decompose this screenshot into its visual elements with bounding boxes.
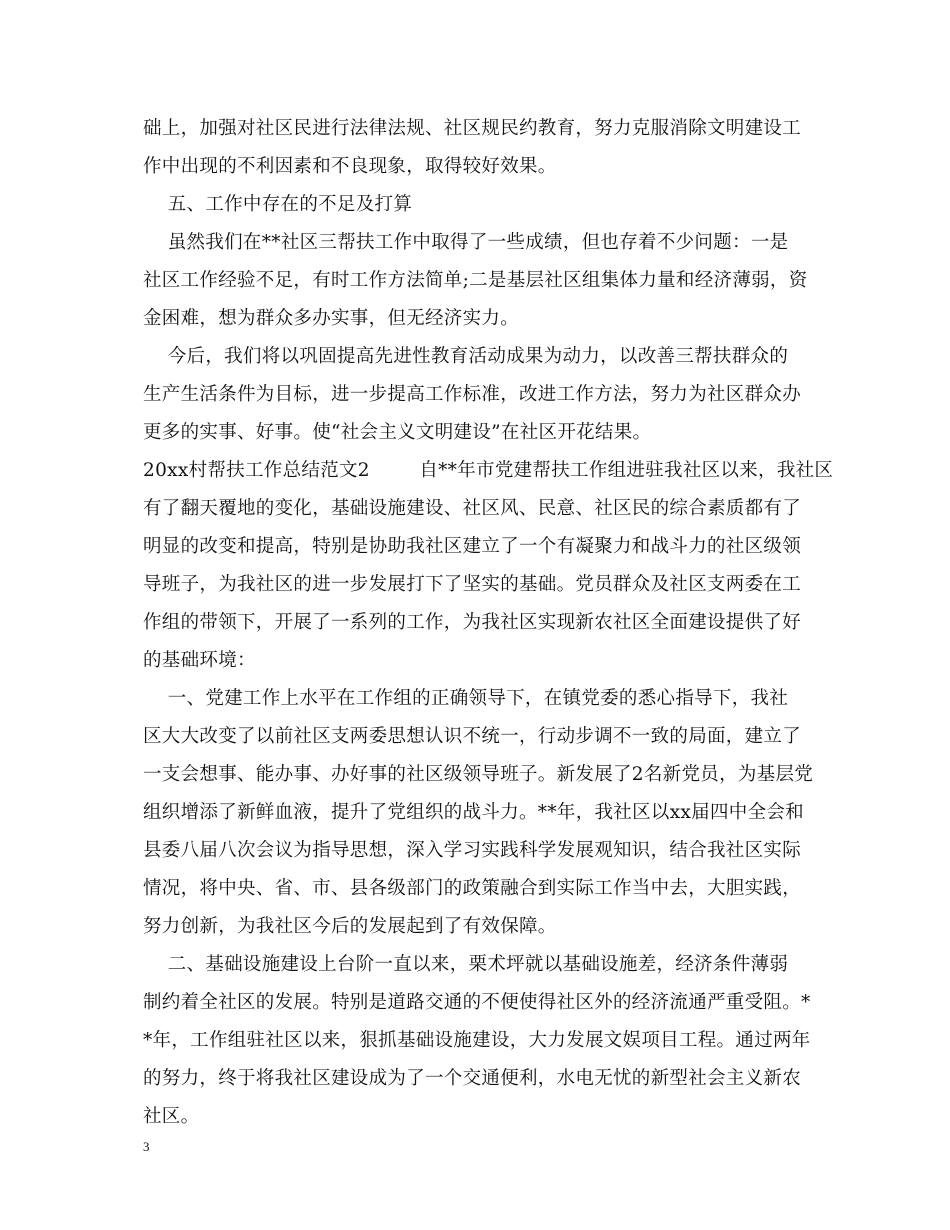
- article-title-line: 20xx村帮扶工作总结范文2 自**年市党建帮扶工作组进驻我社区以来，我社区: [143, 460, 834, 481]
- text-line: 制约着全社区的发展。特别是道路交通的不便使得社区外的经济流通严重受阻。*: [143, 992, 811, 1013]
- text-line: 今后，我们将以巩固提高先进性教育活动成果为动力，以改善三帮扶群众的: [143, 346, 789, 367]
- text-line: 导班子，为我社区的进一步发展打下了坚实的基础。党员群众及社区支两委在工: [143, 574, 802, 595]
- text-line: 社区。: [143, 1106, 200, 1127]
- text-line: 明显的改变和提高，特别是协助我社区建立了一个有凝聚力和战斗力的社区级领: [143, 536, 802, 557]
- text-line: 虽然我们在**社区三帮扶工作中取得了一些成绩，但也存着不少问题：一是: [143, 232, 789, 253]
- text-line: *年，工作组驻社区以来，狠抓基础设施建设，大力发展文娱项目工程。通过两年: [143, 1030, 811, 1051]
- text-line: 更多的实事、好事。使“社会主义文明建设”在社区开花结果。: [143, 422, 652, 443]
- text-line: 作中出现的不利因素和不良现象，取得较好效果。: [143, 156, 557, 177]
- page-number: 3: [143, 1139, 150, 1154]
- text-line: 社区工作经验不足，有时工作方法简单;二是基层社区组集体力量和经济薄弱，资: [143, 270, 808, 291]
- text-line: 作组的带领下，开展了一系列的工作，为我社区实现新农社区全面建设提供了好: [143, 612, 802, 633]
- text-line: 区大大改变了以前社区支两委思想认识不统一，行动步调不一致的局面，建立了: [143, 726, 802, 747]
- text-line: 努力创新，为我社区今后的发展起到了有效保障。: [143, 916, 557, 937]
- text-line: 一、党建工作上水平在工作组的正确领导下，在镇党委的悉心指导下，我社: [143, 688, 789, 709]
- text-line: 情况，将中央、省、市、县各级部门的政策融合到实际工作当中去，大胆实践，: [143, 878, 802, 899]
- text-line: 一支会想事、能办事、办好事的社区级领导班子。新发展了2名新党员，为基层党: [143, 764, 814, 785]
- text-line: 的努力，终于将我社区建设成为了一个交通便利，水电无忧的新型社会主义新农: [143, 1068, 802, 1089]
- text-line: 二、基础设施建设上台阶一直以来，栗术坪就以基础设施差，经济条件薄弱: [143, 954, 789, 975]
- text-line: 础上，加强对社区民进行法律法规、社区规民约教育，努力克服消除文明建设工: [143, 118, 802, 139]
- text-line: 金困难，想为群众多办实事，但无经济实力。: [143, 308, 520, 329]
- text-line: 有了翻天覆地的变化，基础设施建设、社区风、民意、社区民的综合素质都有了: [143, 498, 802, 519]
- text-line: 生产生活条件为目标，进一步提高工作标准，改进工作方法，努力为社区群众办: [143, 384, 802, 405]
- text-line: 的基础环境：: [143, 650, 256, 671]
- text-line: 组织增添了新鲜血液，提升了党组织的战斗力。**年，我社区以xx届四中全会和: [143, 802, 804, 823]
- section-heading: 五、工作中存在的不足及打算: [143, 194, 413, 215]
- text-line: 县委八届八次会议为指导思想，深入学习实践科学发展观知识，结合我社区实际: [143, 840, 802, 861]
